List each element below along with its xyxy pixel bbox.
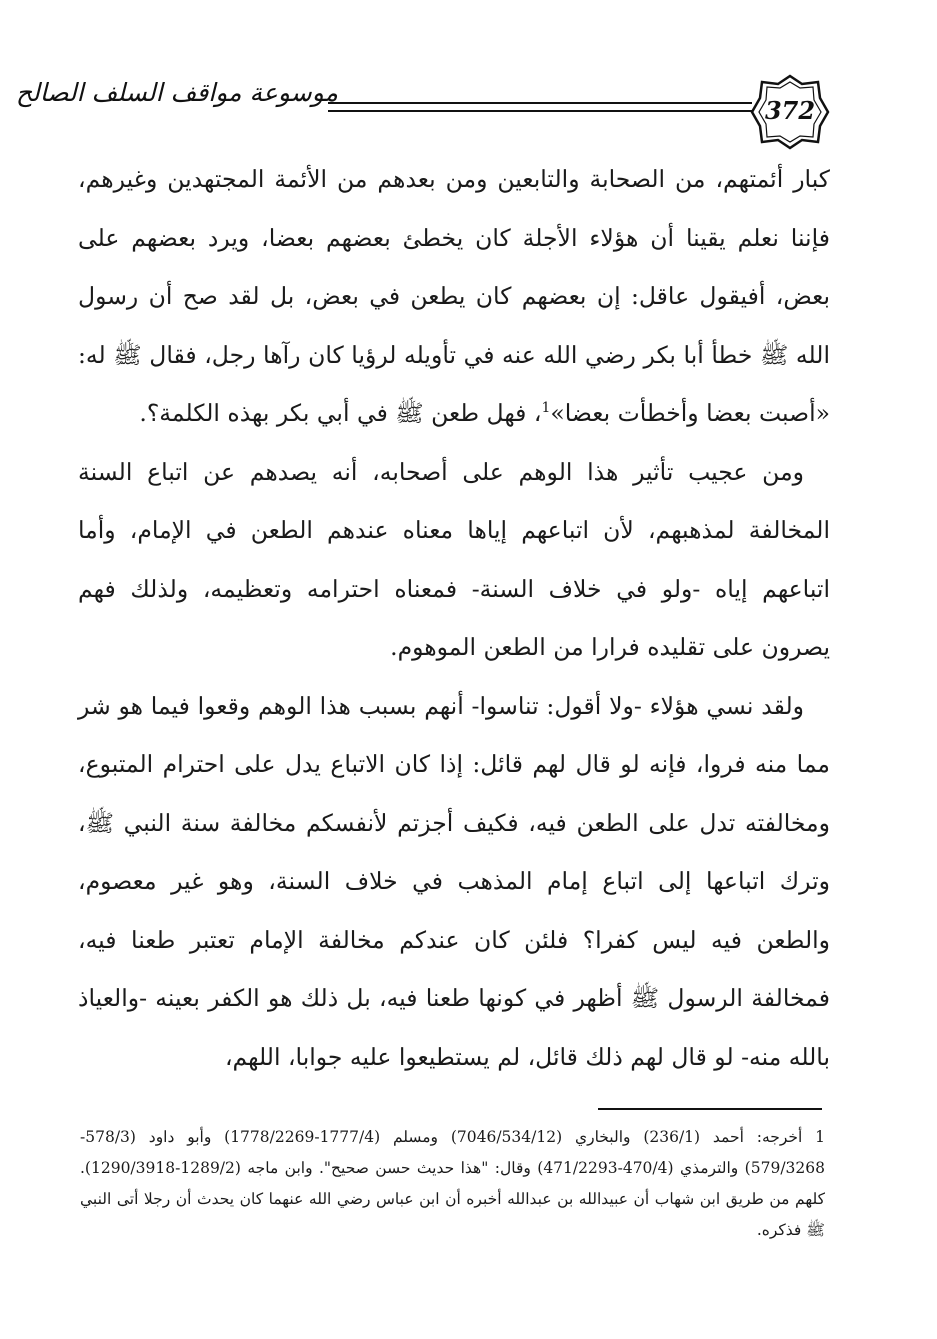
paragraph [78, 150, 830, 443]
paragraph-text-tail: ، فهل طعن ﷺ في أبي بكر بهذه الكلمة؟. [139, 399, 542, 427]
paragraph-text: كبار أئمتهم، من الصحابة والتابعين ومن بعدهم من الأئمة المجتهدين وغيرهم، فإننا نعلم يقينا أن هؤلاء الأجلة كان يخطئ بعضهم بعضا، ويرد بعضهم على بعض، أفيقول عاقل: إن بعضهم كان يطعن في بعض، بل لقد صح أن رسول الله ﷺ خطأ أبا بكر رضي الله عنه في تأويله لرؤيا كان رآها رجل، فقال ﷺ له: «أصبت بعضا وأخطأت بعضا» [78, 165, 830, 427]
header-rule [328, 102, 752, 112]
footnote-separator [598, 1108, 822, 1110]
footnote-text: أخرجه: أحمد (236/1) والبخاري (7046/534/12) ومسلم (1777/4-1778/2269) وأبو داود (578/3-579/3268) والترمذي (470/4-471/2293) وقال: "هذا حديث حسن صحيح". وابن ماجه (1289/2-1290/3918). كلهم من طريق ابن شهاب أن عبيدالله بن عبدالله أخبره أن ابن عباس رضي الله عنهما كان يحدث أن رجلا أتى النبي ﷺ فذكره. [80, 1128, 825, 1239]
page-header [15, 72, 830, 158]
footnotes [80, 1122, 825, 1246]
main-text [78, 150, 830, 1086]
footnote-number: 1 [815, 1128, 825, 1146]
book-title: موسوعة مواقف السلف الصالح [15, 78, 338, 107]
paragraph: ولقد نسي هؤلاء -ولا أقول: تناسوا- أنهم بسبب هذا الوهم وقعوا فيما هو شر مما منه فروا، فإنه لو قال لهم قائل: إذا كان الاتباع يدل على احترام المتبوع، ومخالفته تدل على الطعن فيه، فكيف أجزتم لأنفسكم مخالفة سنة النبي ﷺ، وترك اتباعها إلى اتباع إمام المذهب في خلاف السنة، وهو غير معصوم، والطعن فيه ليس كفرا؟ فلئن كان عندكم مخالفة الإمام تعتبر طعنا فيه، فمخالفة الرسول ﷺ أظهر في كونها طعنا فيه، بل ذلك هو الكفر بعينه -والعياذ بالله منه- لو قال لهم ذلك قائل، لم يستطيعوا عليه جوابا، اللهم، [78, 691, 830, 1071]
paragraph: ومن عجيب تأثير هذا الوهم على أصحابه، أنه يصدهم عن اتباع السنة المخالفة لمذهبهم، لأن اتباعهم إياها معناه عندهم الطعن في الإمام، وأما اتباعهم إياه -ولو في خلاف السنة- فمعناه احترامه وتعظيمه، ولذلك فهم يصرون على تقليده فرارا من الطعن الموهوم. [78, 457, 830, 661]
page-number: 372 [764, 96, 816, 125]
footnote-reference: 1 [541, 400, 551, 417]
page-number-badge [750, 74, 830, 150]
footnote [80, 1122, 825, 1246]
